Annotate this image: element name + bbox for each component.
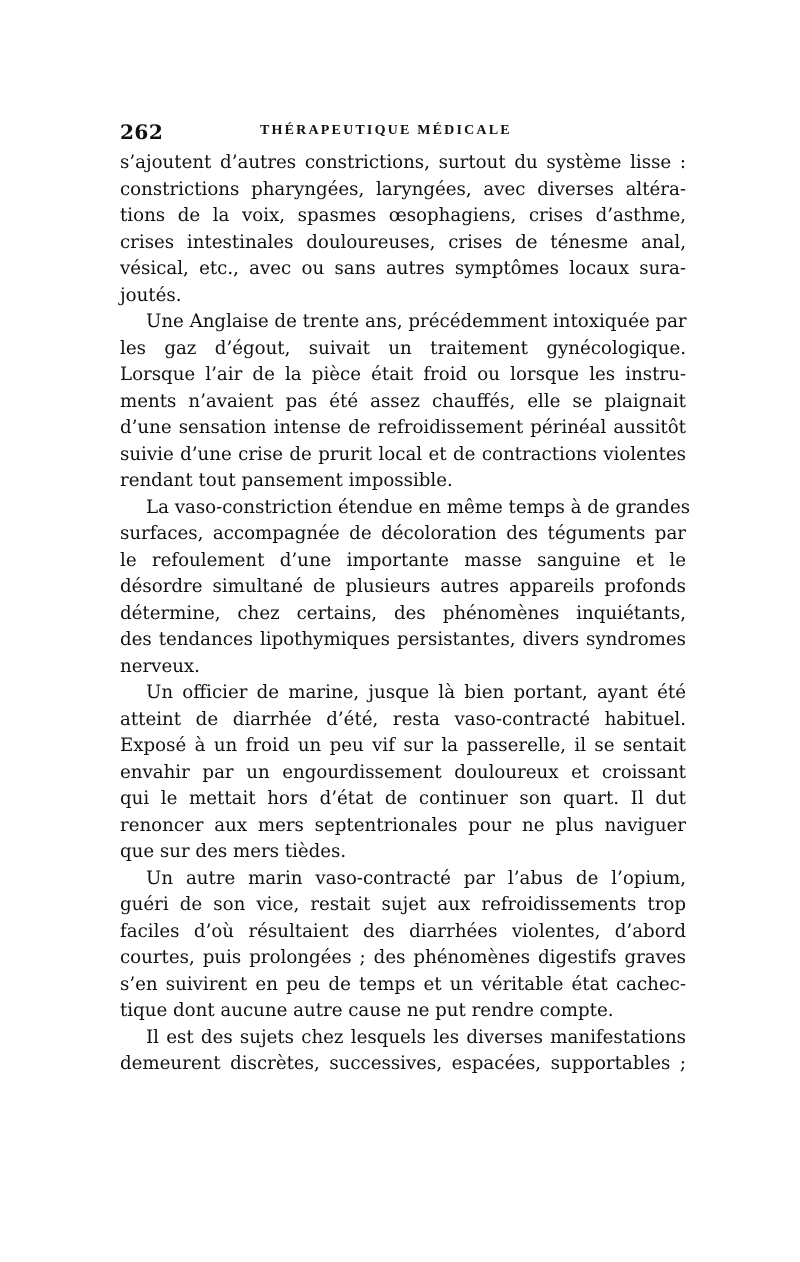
paragraph-6 [120, 1025, 686, 1078]
text-line: des tendances lipothymiques persistantes, divers syndromes [120, 629, 686, 650]
page-header [120, 120, 680, 148]
text-line: rendant tout pansement impossible. [120, 470, 453, 491]
text-line: Une Anglaise de trente ans, précédemment intoxiquée par [146, 311, 687, 332]
body-text [120, 150, 691, 1078]
text-line: s’ajoutent d’autres constrictions, surtout du système lisse : [120, 152, 686, 173]
paragraph-2 [120, 309, 686, 495]
paragraph-5 [120, 866, 686, 1025]
text-line: demeurent discrètes, successives, espacées, supportables ; [120, 1053, 686, 1074]
text-line: envahir par un engourdissement douloureux et croissant [120, 761, 686, 783]
text-line: Exposé à un froid un peu vif sur la passerelle, il se sentait [120, 735, 686, 756]
text-line: que sur des mers tièdes. [120, 841, 347, 862]
text-line: courtes, puis prolongées ; des phénomènes digestifs graves [120, 947, 686, 968]
text-line: d’une sensation intense de refroidissement périnéal aussitôt [120, 417, 686, 438]
text-line: guéri de son vice, restait sujet aux refroidissements trop [120, 894, 686, 915]
running-title: THÉRAPEUTIQUE MÉDICALE [260, 123, 512, 138]
text-line: Un officier de marine, jusque là bien portant, ayant été [146, 682, 686, 703]
paragraph-4 [120, 680, 686, 866]
page-number: 262 [120, 120, 164, 144]
text-line: le refoulement d’une importante masse sanguine et le [120, 549, 686, 571]
text-line: Il est des sujets chez lesquels les diverses manifestations [146, 1026, 686, 1048]
text-line: les gaz d’égout, suivait un traitement gynécologique. [120, 337, 686, 359]
text-line: constrictions pharyngées, laryngées, avec diverses altéra- [120, 178, 686, 200]
text-line: tique dont aucune autre cause ne put rendre compte. [120, 1000, 614, 1021]
text-line: vésical, etc., avec ou sans autres symptômes locaux sura- [120, 258, 686, 279]
text-line: suivie d’une crise de prurit local et de contractions violentes [120, 443, 686, 465]
text-line: ments n’avaient pas été assez chauffés, elle se plaignait [120, 390, 686, 412]
text-line: Un autre marin vaso-contracté par l’abus de l’opium, [146, 867, 686, 889]
text-line: La vaso-constriction étendue en même temps à de grandes [146, 496, 691, 518]
text-line: nerveux. [120, 655, 200, 677]
text-line: qui le mettait hors d’état de continuer son quart. Il dut [120, 788, 686, 809]
text-line: tions de la voix, spasmes œsophagiens, crises d’asthme, [120, 205, 686, 226]
text-line: joutés. [120, 284, 182, 306]
text-line: Lorsque l’air de la pièce était froid ou lorsque les instru- [120, 364, 686, 385]
text-line: détermine, chez certains, des phénomènes inquiétants, [120, 602, 686, 624]
paragraph-3 [120, 495, 691, 681]
text-line: atteint de diarrhée d’été, resta vaso-contracté habituel. [120, 708, 686, 730]
text-line: surfaces, accompagnée de décoloration des téguments par [120, 523, 686, 544]
paragraph-1 [120, 150, 686, 309]
text-line: désordre simultané de plusieurs autres appareils profonds [120, 576, 686, 597]
text-line: faciles d’où résultaient des diarrhées violentes, d’abord [120, 920, 686, 942]
text-line: renoncer aux mers septentrionales pour ne plus naviguer [120, 814, 686, 836]
text-line: crises intestinales douloureuses, crises de ténesme anal, [120, 231, 686, 253]
text-line: s’en suivirent en peu de temps et un véritable état cachec- [120, 973, 686, 995]
